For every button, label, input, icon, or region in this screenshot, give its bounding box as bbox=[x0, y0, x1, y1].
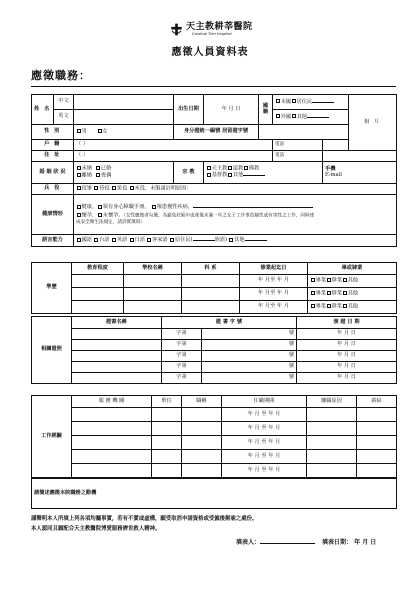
edu-graduated-checkbox[interactable] bbox=[311, 291, 315, 295]
pregnancy-note-2: 成安全衛生法規定，請詳實填寫） bbox=[76, 219, 145, 225]
military-label: 兵 役 bbox=[32, 184, 74, 195]
cert-header-date: 頒 證 日 期 bbox=[297, 317, 397, 329]
work-header-unit: 單位 bbox=[152, 396, 182, 408]
work-reason-2[interactable] bbox=[307, 422, 357, 436]
nationality-label: 國 籍 bbox=[259, 95, 273, 125]
work-title-1[interactable] bbox=[182, 408, 222, 422]
work-unit-4[interactable] bbox=[152, 450, 182, 464]
language-field[interactable] bbox=[74, 235, 397, 247]
mil-serving-text: 待役 bbox=[99, 185, 110, 192]
cert-zi-1: 字第 bbox=[162, 329, 202, 340]
mandarin-checkbox[interactable] bbox=[77, 238, 81, 242]
edu-dept-3[interactable] bbox=[182, 301, 240, 314]
edu-status-3[interactable] bbox=[308, 301, 397, 314]
declaration-text: 謹聲明本人所填上列各項均屬事實，若有不實或虛構，願受取消申請資格或受僱後解雇之處份。 bbox=[31, 516, 258, 522]
fill-date-block bbox=[322, 540, 376, 547]
health-illness-text: 領有身心障礙手冊， bbox=[102, 204, 150, 211]
work-salary-1[interactable] bbox=[357, 408, 397, 422]
cert-name-4[interactable] bbox=[72, 362, 162, 373]
pregnant-checkbox[interactable] bbox=[77, 213, 81, 217]
edu-incomplete-checkbox[interactable] bbox=[327, 304, 331, 308]
logo-subtext: Cardinal Tien Hospital bbox=[192, 32, 232, 37]
edu-school-1[interactable] bbox=[124, 275, 182, 288]
christian-checkbox[interactable] bbox=[207, 173, 211, 177]
edu-header-status: 畢或肄業 bbox=[308, 263, 397, 275]
work-org-5[interactable] bbox=[72, 464, 152, 478]
edu-incomplete-text: 肄業 bbox=[331, 277, 342, 284]
catholic-checkbox[interactable] bbox=[207, 166, 211, 170]
health-disease-checkbox[interactable] bbox=[152, 205, 156, 209]
widowed-text: 喪偶 bbox=[100, 172, 112, 178]
nat-resident-text: 居住民 bbox=[296, 98, 313, 105]
edu-header-level: 教育程度 bbox=[72, 263, 124, 275]
pregnant-text: 懷孕， bbox=[81, 212, 98, 219]
nationality-row-2[interactable] bbox=[273, 110, 349, 125]
work-reason-3[interactable] bbox=[307, 436, 357, 450]
language-label: 語言能力 bbox=[32, 235, 74, 247]
buddhism-text: 佛教 bbox=[248, 165, 260, 172]
nat-local-text: 本國 bbox=[280, 98, 291, 105]
name-label: 姓 名 bbox=[32, 95, 54, 125]
hospital-logo bbox=[170, 22, 253, 36]
cert-date-3[interactable]: 年 月 日 bbox=[297, 351, 397, 362]
domicile-field[interactable]: （ ） bbox=[74, 140, 273, 151]
tribe-text: 族語) bbox=[214, 237, 227, 244]
taoism-checkbox[interactable] bbox=[228, 166, 232, 170]
unmarried-text: 未婚 bbox=[81, 165, 92, 172]
work-header-salary: 薪給 bbox=[357, 396, 397, 408]
mil-unserved-checkbox[interactable] bbox=[130, 186, 134, 190]
declaration-block bbox=[31, 514, 396, 535]
residence-label: 住 址 bbox=[32, 151, 74, 162]
edu-level-2[interactable] bbox=[72, 288, 124, 301]
edu-school-3[interactable] bbox=[124, 301, 182, 314]
divorced-checkbox[interactable] bbox=[77, 173, 81, 177]
mil-serving-checkbox[interactable] bbox=[94, 186, 98, 190]
marital-field[interactable] bbox=[74, 162, 174, 184]
religion-label: 宗 教 bbox=[174, 162, 204, 184]
name-zh-label: 中文 bbox=[54, 95, 74, 110]
english-text: 英語 bbox=[116, 237, 128, 244]
mandarin-text: 國語 bbox=[81, 237, 92, 244]
married-checkbox[interactable] bbox=[96, 166, 100, 170]
signer-block bbox=[236, 540, 315, 547]
nat-local-checkbox[interactable] bbox=[276, 99, 280, 103]
cert-hao-1[interactable]: 號 bbox=[202, 329, 297, 340]
edu-graduated-text: 畢業 bbox=[315, 277, 326, 284]
cert-hao-2[interactable]: 號 bbox=[202, 340, 297, 351]
work-period-4[interactable]: 年 月 至 年 月 bbox=[222, 450, 307, 464]
military-field[interactable] bbox=[74, 184, 397, 195]
married-text: 已婚 bbox=[100, 165, 112, 172]
buddhism-checkbox[interactable] bbox=[244, 166, 248, 170]
edu-status-2[interactable] bbox=[308, 288, 397, 301]
divorced-text: 離婚 bbox=[81, 172, 92, 178]
mil-exempt-text: 免役 bbox=[116, 185, 128, 192]
edu-status-1[interactable] bbox=[308, 275, 397, 288]
gender-label: 性 別 bbox=[32, 125, 74, 140]
catholic-text: 天主教 bbox=[211, 165, 228, 172]
lang-other-checkbox[interactable] bbox=[229, 238, 233, 242]
health-ok-checkbox[interactable] bbox=[77, 205, 81, 209]
work-period-3[interactable]: 年 月 至 年 月 bbox=[222, 436, 307, 450]
work-title-5[interactable] bbox=[182, 464, 222, 478]
cert-zi-4: 字第 bbox=[162, 362, 202, 373]
consent-text: 本人認同且願配合天主教醫院博愛服務濟世救人精神。 bbox=[31, 526, 161, 533]
edu-other-checkbox[interactable] bbox=[343, 291, 347, 295]
cert-date-1[interactable]: 年 月 日 bbox=[297, 329, 397, 340]
religion-field[interactable] bbox=[204, 162, 323, 184]
nationality-row-1[interactable] bbox=[273, 95, 349, 110]
nat-foreign-checkbox[interactable] bbox=[276, 114, 280, 118]
work-title-3[interactable] bbox=[182, 436, 222, 450]
gender-field[interactable] bbox=[74, 125, 174, 140]
education-table bbox=[31, 262, 397, 314]
female-text: 女 bbox=[102, 128, 108, 135]
motive-label: 請簡述應徵本院職務之動機 bbox=[34, 489, 97, 496]
contact-field[interactable] bbox=[323, 162, 397, 184]
edu-level-1[interactable] bbox=[72, 275, 124, 288]
basic-info-table bbox=[31, 94, 397, 247]
mil-unserved-text: 未役，未服請註明原因： bbox=[134, 185, 192, 192]
id-number-label: 身分證統一編號 居留證字號 bbox=[174, 125, 259, 140]
lang-other-line[interactable] bbox=[245, 237, 267, 241]
work-header-org: 服 務 機 關 bbox=[72, 396, 152, 408]
work-period-5[interactable]: 年 月 至 年 月 bbox=[222, 464, 307, 478]
cert-header-name: 證書名稱 bbox=[72, 317, 162, 329]
cert-hao-4[interactable]: 號 bbox=[202, 362, 297, 373]
logo-text: 天主教耕莘醫院 bbox=[186, 22, 253, 32]
cert-hao-5[interactable]: 號 bbox=[202, 373, 297, 384]
religion-other-checkbox[interactable] bbox=[228, 173, 232, 177]
work-table bbox=[31, 395, 397, 478]
cert-name-2[interactable] bbox=[72, 340, 162, 351]
work-salary-2[interactable] bbox=[357, 422, 397, 436]
work-reason-5[interactable] bbox=[307, 464, 357, 478]
domicile-phone-label: 電話 bbox=[273, 140, 323, 151]
not-pregnant-checkbox[interactable] bbox=[98, 213, 102, 217]
indigenous-checkbox[interactable] bbox=[170, 238, 174, 242]
lang-other-text: 其他 bbox=[234, 237, 245, 244]
cert-header-number: 證 書 字 號 bbox=[162, 317, 297, 329]
english-checkbox[interactable] bbox=[112, 238, 116, 242]
applied-position-line[interactable] bbox=[31, 86, 396, 87]
edu-level-3[interactable] bbox=[72, 301, 124, 314]
domicile-label: 戶 籍 bbox=[32, 140, 74, 151]
work-header-period: 任職期間 bbox=[222, 396, 307, 408]
work-reason-1[interactable] bbox=[307, 408, 357, 422]
edu-graduated-text: 畢業 bbox=[315, 290, 326, 297]
motive-table bbox=[31, 478, 397, 509]
edu-other-text: 其他 bbox=[347, 290, 358, 297]
edu-period-1[interactable]: 年 月至 年 月 bbox=[240, 275, 308, 288]
edu-incomplete-text: 肄業 bbox=[331, 303, 342, 310]
cross-logo-icon bbox=[170, 23, 183, 36]
edu-dept-2[interactable] bbox=[182, 288, 240, 301]
residence-field[interactable]: （ ） bbox=[74, 151, 273, 162]
edu-incomplete-checkbox[interactable] bbox=[327, 278, 331, 282]
marital-label: 婚 姻 狀 況 bbox=[32, 162, 74, 184]
male-checkbox[interactable] bbox=[77, 129, 81, 133]
work-unit-5[interactable] bbox=[152, 464, 182, 478]
taiwanese-text: 台語 bbox=[99, 237, 110, 244]
cert-date-2[interactable]: 年 月 日 bbox=[297, 340, 397, 351]
religion-other-text: 其他 bbox=[232, 172, 244, 179]
hakka-text: 客家語 bbox=[152, 237, 168, 244]
edu-other-checkbox[interactable] bbox=[343, 278, 347, 282]
health-disease-line[interactable] bbox=[193, 204, 313, 208]
health-ok-text: 健康， bbox=[81, 204, 98, 211]
unmarried-checkbox[interactable] bbox=[77, 166, 81, 170]
cert-zi-2: 字第 bbox=[162, 340, 202, 351]
birth-date-field[interactable]: 年 月 日 bbox=[204, 95, 259, 125]
form-title: 應徵人員資料表 bbox=[171, 47, 249, 58]
edu-other-checkbox[interactable] bbox=[343, 304, 347, 308]
cert-hao-3[interactable]: 號 bbox=[202, 351, 297, 362]
edu-graduated-checkbox[interactable] bbox=[311, 304, 315, 308]
japanese-checkbox[interactable] bbox=[130, 238, 134, 242]
work-header-title: 職稱 bbox=[182, 396, 222, 408]
name-en-label: 英文 bbox=[54, 110, 74, 125]
cert-date-5[interactable]: 年 月 日 bbox=[297, 373, 397, 384]
work-unit-2[interactable] bbox=[152, 422, 182, 436]
work-unit-1[interactable] bbox=[152, 408, 182, 422]
certificates-label: 相關證照 bbox=[32, 317, 72, 384]
mil-served-text: 役畢 bbox=[81, 185, 92, 192]
nat-other-line[interactable] bbox=[307, 114, 329, 118]
edu-school-2[interactable] bbox=[124, 288, 182, 301]
work-header-reason: 離職原因 bbox=[307, 396, 357, 408]
cert-date-4[interactable]: 年 月 日 bbox=[297, 362, 397, 373]
taiwanese-checkbox[interactable] bbox=[94, 238, 98, 242]
certificates-table bbox=[31, 316, 397, 384]
taoism-text: 道教 bbox=[232, 165, 244, 172]
photo-box[interactable]: 相 片 bbox=[349, 95, 397, 151]
edu-header-period: 修業起迄日 bbox=[240, 263, 308, 275]
nat-foreign-text: 外國 bbox=[280, 113, 291, 120]
name-zh-field[interactable] bbox=[74, 95, 174, 110]
edu-header-dept: 科 系 bbox=[182, 263, 240, 275]
work-title-4[interactable] bbox=[182, 450, 222, 464]
fill-date-units[interactable]: 年 月 日 bbox=[354, 539, 377, 546]
pregnancy-note: （女性應徵者勾選，為避免妊娠中或產後未滿一年之女子工作事危險性或有害性之工作，同時達 bbox=[123, 213, 315, 219]
edu-period-3[interactable]: 年 月至 年 月 bbox=[240, 301, 308, 314]
residence-phone-field[interactable] bbox=[323, 151, 397, 162]
edu-incomplete-text: 肄業 bbox=[331, 290, 342, 297]
motive-field[interactable] bbox=[32, 479, 397, 509]
mil-exempt-checkbox[interactable] bbox=[112, 186, 116, 190]
edu-period-2[interactable]: 年 月至 年 月 bbox=[240, 288, 308, 301]
birth-date-label: 出生日期 bbox=[174, 95, 204, 125]
nat-resident-line[interactable] bbox=[312, 99, 334, 103]
female-checkbox[interactable] bbox=[98, 129, 102, 133]
widowed-checkbox[interactable] bbox=[96, 173, 100, 177]
health-field[interactable] bbox=[74, 195, 397, 235]
mil-served-checkbox[interactable] bbox=[77, 186, 81, 190]
work-salary-4[interactable] bbox=[357, 450, 397, 464]
hakka-checkbox[interactable] bbox=[147, 238, 151, 242]
signer-line[interactable] bbox=[260, 543, 315, 544]
applied-position-label: 應徵職務： bbox=[31, 69, 91, 82]
christian-text: 基督教 bbox=[211, 172, 228, 179]
edu-graduated-checkbox[interactable] bbox=[311, 278, 315, 282]
edu-dept-1[interactable] bbox=[182, 275, 240, 288]
health-illness-checkbox[interactable] bbox=[98, 205, 102, 209]
mobile-label: 手機 bbox=[325, 165, 336, 172]
signer-label: 填表人： bbox=[236, 539, 261, 546]
work-salary-3[interactable] bbox=[357, 436, 397, 450]
work-label: 工作經驗 bbox=[32, 396, 72, 478]
edu-other-text: 其他 bbox=[347, 277, 358, 284]
health-disease-text: 罹患慢性疾病， bbox=[156, 204, 194, 211]
nat-other-text: 其他 bbox=[296, 113, 307, 120]
edu-graduated-text: 畢業 bbox=[315, 303, 326, 310]
work-org-1[interactable] bbox=[72, 408, 152, 422]
work-period-1[interactable]: 年 月 至 年 月 bbox=[222, 408, 307, 422]
cert-zi-3: 字第 bbox=[162, 351, 202, 362]
religion-other-line[interactable] bbox=[243, 172, 265, 176]
cert-name-3[interactable] bbox=[72, 351, 162, 362]
male-text: 男 bbox=[81, 128, 87, 135]
cert-zi-5: 字第 bbox=[162, 373, 202, 384]
work-period-2[interactable]: 年 月 至 年 月 bbox=[222, 422, 307, 436]
residence-phone-label: 電話 bbox=[273, 151, 323, 162]
work-org-2[interactable] bbox=[72, 422, 152, 436]
work-reason-4[interactable] bbox=[307, 450, 357, 464]
edu-other-text: 其他 bbox=[347, 303, 358, 310]
id-number-field[interactable] bbox=[259, 125, 349, 140]
not-pregnant-text: 未懷孕。 bbox=[102, 212, 124, 219]
cert-name-5[interactable] bbox=[72, 373, 162, 384]
work-title-2[interactable] bbox=[182, 422, 222, 436]
domicile-phone-field[interactable] bbox=[323, 140, 349, 151]
work-org-4[interactable] bbox=[72, 450, 152, 464]
edu-header-school: 學校名稱 bbox=[124, 263, 182, 275]
health-label: 健康情形 bbox=[32, 195, 74, 235]
name-en-field[interactable] bbox=[74, 110, 174, 125]
japanese-text: 日語 bbox=[134, 237, 145, 244]
edu-incomplete-checkbox[interactable] bbox=[327, 291, 331, 295]
nat-resident-checkbox[interactable] bbox=[292, 99, 296, 103]
education-label: 學歷 bbox=[32, 263, 72, 314]
fill-date-label: 填表日期： bbox=[322, 539, 353, 546]
work-salary-5[interactable] bbox=[357, 464, 397, 478]
indigenous-text: 原住民( bbox=[174, 237, 193, 244]
tribe-line[interactable] bbox=[193, 237, 215, 241]
work-org-3[interactable] bbox=[72, 436, 152, 450]
cert-name-1[interactable] bbox=[72, 329, 162, 340]
work-unit-3[interactable] bbox=[152, 436, 182, 450]
nat-other-checkbox[interactable] bbox=[292, 114, 296, 118]
email-label: E-mail bbox=[325, 171, 342, 178]
